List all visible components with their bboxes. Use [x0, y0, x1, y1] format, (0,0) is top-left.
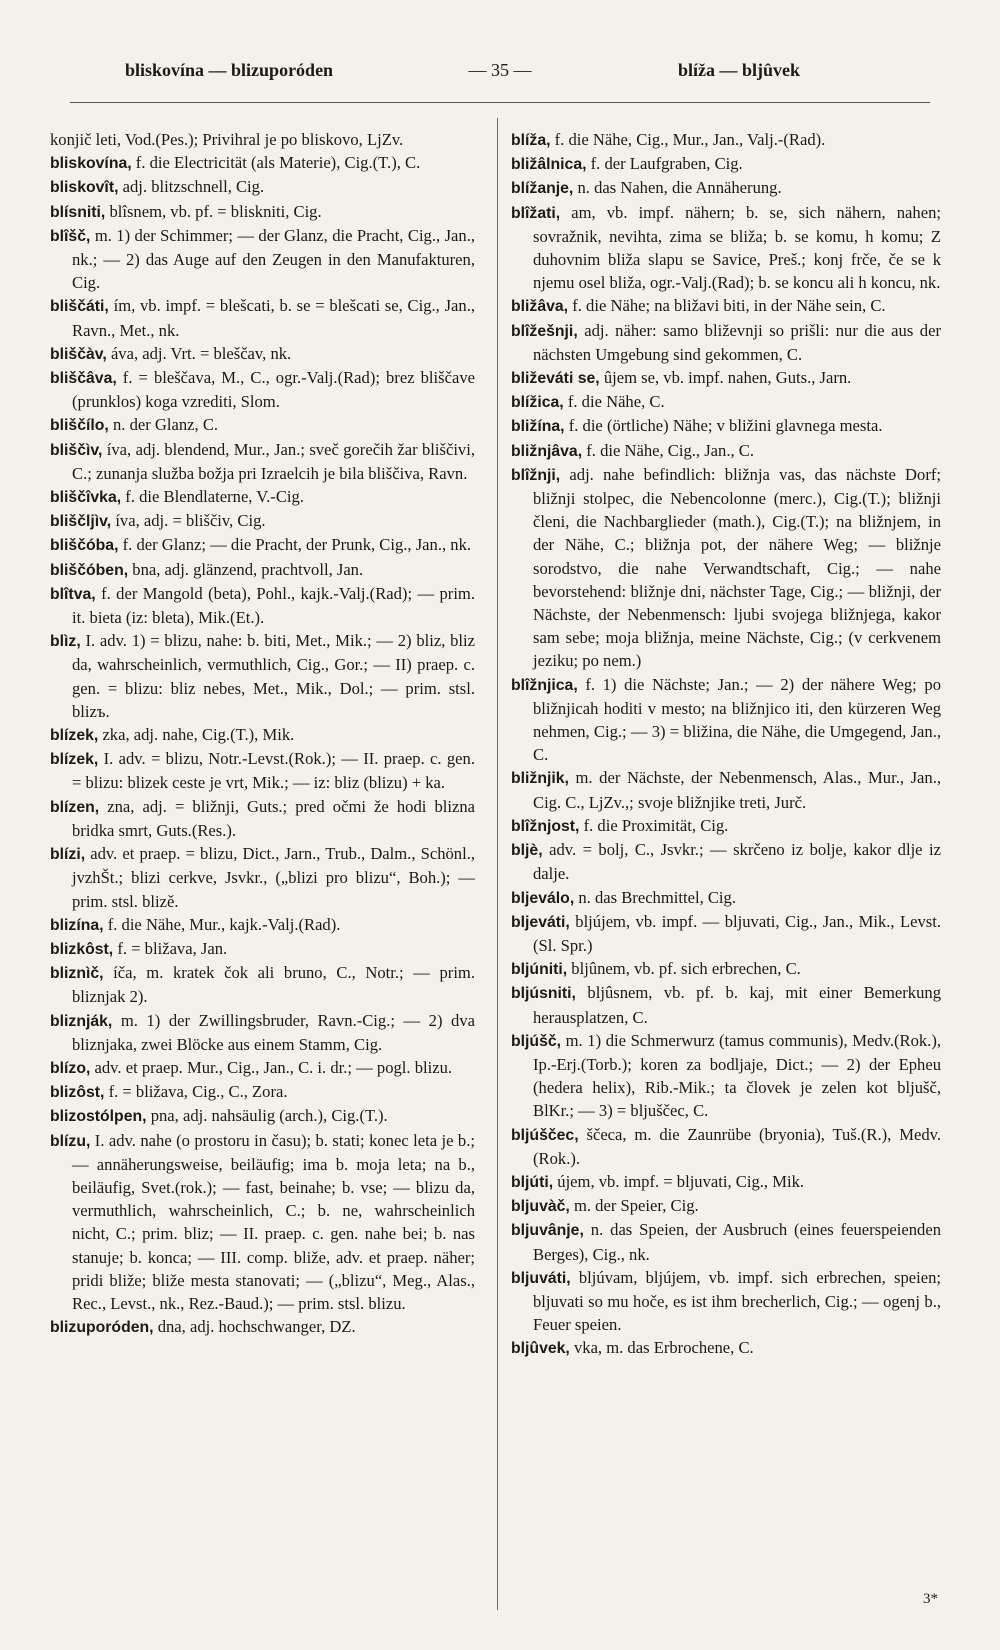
entry-definition: pna, adj. nahsäulig (arch.), Cig.(T.).	[146, 1106, 388, 1126]
entry-headword: blizôst,	[50, 1084, 105, 1102]
dictionary-entry	[511, 766, 941, 813]
entry-headword: bliskovína,	[50, 155, 132, 173]
dictionary-entry	[511, 673, 941, 767]
entry-definition: m. 1) der Schimmer; — der Glanz, die Pracht, Cig., Jan., nk.; — 2) das Auge auf den Zeugen in den Manufakturen, Cig.	[72, 225, 475, 293]
entry-definition: adv. = bolj, C., Jsvkr.; — skrčeno iz bolje, kakor dlje iz dalje.	[533, 840, 941, 884]
dictionary-entry	[50, 629, 475, 723]
dictionary-entry	[511, 390, 941, 414]
entry-definition: dna, adj. hochschwanger, DZ.	[153, 1317, 356, 1337]
entry-definition: f. die Nähe, C.	[563, 392, 665, 412]
entry-headword: bližína,	[511, 418, 565, 436]
right-column	[511, 128, 941, 1361]
entry-headword: blížica,	[511, 394, 564, 412]
entry-headword: bljúščec,	[511, 1126, 579, 1144]
entry-definition: újem, vb. impf. = bljuvati, Cig., Mik.	[553, 1171, 805, 1191]
entry-headword: blizkôst,	[50, 940, 114, 958]
dictionary-entry	[511, 838, 941, 885]
dictionary-entry	[50, 413, 475, 437]
running-head-right: blíža — bljûvek	[677, 60, 800, 80]
entry-headword: blîžati,	[511, 204, 561, 222]
dictionary-entry	[50, 366, 475, 413]
entry-definition: f. die Nähe, Cig., Jan., C.	[582, 440, 755, 460]
entry-headword: blízen,	[50, 798, 100, 816]
entry-definition: f. die Nähe, Cig., Mur., Jan., Valj.-(Rad).	[550, 130, 826, 149]
entry-headword: bljuvàč,	[511, 1198, 570, 1216]
entry-headword: bliščàv,	[50, 345, 107, 363]
entry-headword: bljuváti,	[511, 1269, 571, 1287]
entry-definition: vka, m. das Erbrochene, C.	[569, 1338, 754, 1358]
dictionary-entry	[511, 1170, 941, 1194]
dictionary-entry	[511, 814, 941, 838]
dictionary-entry	[50, 224, 475, 295]
entry-definition: m. 1) der Zwillingsbruder, Ravn.-Cig.; — 2) dva bliznjaka, zwei Blöcke aus einem Stamm, Cig.	[72, 1010, 475, 1054]
dictionary-entry	[511, 463, 941, 673]
entry-definition: zna, adj. = bližnji, Guts.; pred očmi že hodi blizna bridka smrt, Guts.(Res.).	[72, 796, 475, 840]
dictionary-entry	[511, 414, 941, 438]
entry-headword: bljuvânje,	[511, 1222, 584, 1240]
entry-headword: bljúniti,	[511, 961, 568, 979]
dictionary-entry	[50, 795, 475, 842]
entry-headword: blîšč,	[50, 227, 91, 245]
entry-headword: bližnjâva,	[511, 442, 583, 460]
entry-definition: adj. blitzschnell, Cig.	[118, 177, 265, 197]
entry-definition: m. der Nächste, der Nebenmensch, Alas., Mur., Jan., Cig. C., LjZv.,; svoje bližnjike treti, Jurč.	[533, 768, 941, 812]
entry-headword: bliščljìv,	[50, 513, 112, 531]
entry-headword: bližâlnica,	[511, 156, 587, 174]
dictionary-entry	[511, 910, 941, 957]
entry-headword: bljeválo,	[511, 889, 575, 907]
dictionary-entry	[50, 1315, 475, 1339]
entry-headword: bliščîvka,	[50, 489, 122, 507]
entry-headword: bliskovît,	[50, 179, 119, 197]
column-divider	[497, 118, 498, 1610]
dictionary-entry	[50, 342, 475, 366]
entry-definition: bljûsnem, vb. pf. b. kaj, mit einer Bemerkung herausplatzen, C.	[533, 983, 941, 1027]
entry-definition: bna, adj. glänzend, prachtvoll, Jan.	[128, 559, 364, 579]
dictionary-entry	[50, 438, 475, 485]
dictionary-entry	[50, 200, 475, 224]
dictionary-entry	[50, 1104, 475, 1128]
entry-definition: f. = bleščava, M., C., ogr.-Valj.(Rad); brez bliščave (prunklos) koga vzrediti, Slom.	[72, 368, 475, 412]
dictionary-entry	[50, 533, 475, 557]
entry-headword: blîtva,	[50, 585, 96, 603]
dictionary-entry	[511, 1123, 941, 1170]
entry-headword: blízu,	[50, 1132, 91, 1150]
entry-headword: bližâva,	[511, 298, 569, 316]
dictionary-entry	[50, 485, 475, 509]
dictionary-entry	[511, 1266, 941, 1337]
entry-definition: f. = bližava, Jan.	[113, 938, 228, 958]
entry-headword: blízi,	[50, 846, 86, 864]
entry-definition: íča, m. kratek čok ali bruno, C., Notr.; — prim. bliznjak 2).	[72, 963, 475, 1007]
entry-definition: áva, adj. Vrt. = bleščav, nk.	[106, 343, 292, 363]
entry-headword: bliščóba,	[50, 537, 119, 555]
entry-definition: f. die Nähe, Mur., kajk.-Valj.(Rad).	[103, 914, 341, 934]
page-number: — 35 —	[468, 60, 532, 80]
dictionary-entry	[511, 152, 941, 176]
entry-definition: íva, adj. = bliščiv, Cig.	[111, 511, 266, 531]
entry-headword: blizostólpen,	[50, 1108, 147, 1126]
entry-headword: bljûvek,	[511, 1340, 570, 1358]
entry-headword: blîžnjost,	[511, 817, 580, 835]
entry-definition: m. 1) die Schmerwurz (tamus communis), Medv.(Rok.), Ip.-Erj.(Torb.); koren za bodljaje, Dict.; — 2) der Epheu (hedera helix), Rib.-Mik.; ta človek je zelen kot bljušč, BlKr.; — 3) = bljuščec, C.	[533, 1030, 941, 1121]
dictionary-entry	[50, 175, 475, 199]
dictionary-entry	[50, 151, 475, 175]
dictionary-entry	[50, 723, 475, 747]
entry-headword: bljúti,	[511, 1173, 554, 1191]
entry-definition: f. die Nähe; na bližavi biti, in der Nähe sein, C.	[568, 296, 886, 316]
entry-definition: f. = bližava, Cig., C., Zora.	[104, 1082, 288, 1102]
entry-headword: bliščóben,	[50, 561, 129, 579]
dictionary-entry	[511, 1336, 941, 1360]
dictionary-entry	[50, 558, 475, 582]
entry-definition: I. adv. nahe (o prostoru in času); b. stati; konec leta je b.; — annäherungsweise, beiläufig; ima b. moja leta; na b., beiläufig, Svet.(rok.); — fast, beinahe; b. vse; — blizu da, vermuthlich, wahrscheinlich, C.; b. ne, wahrscheinlich nicht, C.; prim. bliz; — II. praep. c. gen. nahe bei; b. nas stanuje; b. konca; — III. comp. bliže, adv. et praep. näher; pridi bliže; bliže mesta stanovati; — („blizu“, Meg., Alas., Rec., Levst., nk., Rez.-Baud.); — prim. stsl. blizu.	[72, 1130, 475, 1313]
entry-headword: blîžešnji,	[511, 322, 578, 340]
dictionary-entry	[50, 913, 475, 937]
dictionary-entry	[511, 886, 941, 910]
dictionary-entry	[511, 176, 941, 200]
entry-headword: blîžnjica,	[511, 676, 578, 694]
entry-definition: ûjem se, vb. impf. nahen, Guts., Jarn.	[599, 368, 852, 388]
dictionary-entry	[50, 842, 475, 913]
entry-definition: bljûnem, vb. pf. sich erbrechen, C.	[567, 959, 801, 979]
entry-definition: n. das Brechmittel, Cig.	[574, 887, 736, 907]
entry-headword: bljúsniti,	[511, 985, 576, 1003]
dictionary-entry	[50, 1080, 475, 1104]
entry-headword: bliščâva,	[50, 370, 117, 388]
entry-headword: blízo,	[50, 1059, 91, 1077]
entry-definition: zka, adj. nahe, Cig.(T.), Mik.	[98, 725, 295, 745]
entry-definition: adv. et praep. = blizu, Dict., Jarn., Trub., Dalm., Schönl., jvzhŠt.; blizi cerkve, Jsvkr., („blizi pro blizu“, Boh.); — prim. stsl. blizě.	[72, 844, 475, 911]
entry-headword: bliznják,	[50, 1012, 113, 1030]
dictionary-entry	[50, 1009, 475, 1056]
dictionary-entry	[511, 319, 941, 366]
entry-headword: bliževáti se,	[511, 370, 600, 388]
dictionary-entry	[511, 981, 941, 1028]
entry-definition: am, vb. impf. nähern; b. se, sich nähern, nahen; sovražnik, nevihta, zima se bliža; b. se komu, h komu; Z duhovnim bliža slapu se Savice, Preš.; konj frče, če se k njemu osel bliža, ogr.-Valj.(Rad); b. se koncu ali h koncu, nk.	[533, 202, 941, 293]
entry-definition: ščeca, m. die Zaunrübe (bryonia), Tuš.(R.), Medv.(Rok.).	[533, 1124, 941, 1168]
entry-definition: f. der Glanz; — die Pracht, der Prunk, Cig., Jan., nk.	[118, 535, 472, 555]
dictionary-entry	[511, 957, 941, 981]
dictionary-entry	[511, 1029, 941, 1123]
header-rule	[70, 102, 930, 103]
entry-headword: blizína,	[50, 916, 104, 934]
dictionary-entry	[511, 128, 941, 152]
entry-headword: blîžnji,	[511, 466, 561, 484]
entry-definition: konjič leti, Vod.(Pes.); Privihral je po bliskovo, LjZv.	[50, 130, 404, 149]
entry-definition: f. der Laufgraben, Cig.	[586, 154, 743, 174]
entry-definition: n. das Speien, der Ausbruch (eines feuerspeienden Berges), Cig., nk.	[533, 1220, 941, 1264]
entry-definition: íva, adj. blendend, Mur., Jan.; sveč gorečih žar bliščivi, C.; zunanja služba božja pri Izraelcih je bila bliščiva, Ravn.	[72, 439, 475, 483]
entry-definition: I. adv. = blizu, Notr.-Levst.(Rok.); — II. praep. c. gen. = blizu: blizek ceste je vrt, Mik.; — iz: bliz (blizu) + ka.	[72, 749, 475, 793]
entry-definition: f. der Mangold (beta), Pohl., kajk.-Valj.(Rad); — prim. it. bieta (iz: bleta), Mik.(Et.).	[72, 583, 475, 628]
entry-headword: blísniti,	[50, 203, 106, 221]
entry-headword: bliščìv,	[50, 441, 103, 459]
dictionary-entry	[511, 294, 941, 318]
entry-headword: bljúšč,	[511, 1032, 562, 1050]
dictionary-entry	[50, 509, 475, 533]
entry-definition: adv. et praep. Mur., Cig., Jan., C. i. dr.; — pogl. blizu.	[90, 1057, 453, 1077]
dictionary-entry	[511, 201, 941, 295]
dictionary-entry	[511, 1218, 941, 1265]
dictionary-entry	[50, 128, 475, 151]
dictionary-entry	[511, 366, 941, 390]
entry-definition: ím, vb. impf. = blešcati, b. se = blešcati se, Cig., Jan., Ravn., Met., nk.	[72, 296, 475, 340]
entry-definition: I. adv. 1) = blizu, nahe: b. biti, Met., Mik.; — 2) bliz, bliz da, wahrscheinlich, vermuthlich, Cig., Gor.; — II) praep. c. gen. = blizu: bliz nebes, Met., Mik., Dol.; — prim. stsl. blizъ.	[72, 631, 475, 721]
entry-headword: bližnjik,	[511, 770, 569, 788]
entry-headword: blizuporóden,	[50, 1319, 154, 1337]
entry-definition: bljújem, vb. impf. — bljuvati, Cig., Jan., Mik., Levst.(Sl. Spr.)	[533, 911, 941, 955]
running-head	[70, 60, 930, 88]
dictionary-entry	[511, 1194, 941, 1218]
entry-definition: blîsnem, vb. pf. = bliskniti, Cig.	[105, 201, 322, 221]
entry-definition: f. die (örtliche) Nähe; v bližini glavnega mesta.	[564, 416, 883, 436]
left-column	[50, 128, 475, 1339]
entry-definition: f. die Electricität (als Materie), Cig.(T.), C.	[131, 153, 421, 173]
entry-definition: f. die Proximität, Cig.	[579, 815, 729, 835]
entry-headword: blíža,	[511, 132, 551, 149]
entry-definition: adj. näher: samo bliževnji so prišli: nur die aus der nächsten Umgebung sind gekommen, C.	[533, 320, 941, 364]
entry-headword: bliznìč,	[50, 965, 104, 983]
entry-headword: blízek,	[50, 751, 99, 769]
entry-definition: adj. nahe befindlich: bližnja vas, das nächste Dorf; bližnji stolpec, die Nebencolonne (merc.), Cig.(T.); bližnji členi, die Nachbarglieder (math.), Cig.(T.); na bližnjem, in der Nähe, C.; bližnja pot, der nähere Weg; — bližnje sorodstvo, die nahe Verwandtschaft, Cig.; — nahe bevorstehend: bližnje dni, nächster Tage, Cig.; — bližnji, der Nächste, der Nebenmensch: ljubi svojega bližnjega, kakor sam sebe; moja bližnja, meine Nächste, Cig.; (v cerkvenem jeziku; po nem.)	[533, 464, 941, 671]
entry-headword: bljeváti,	[511, 913, 570, 931]
entry-headword: bljè,	[511, 842, 543, 860]
dictionary-entry	[50, 937, 475, 961]
dictionary-entry	[50, 961, 475, 1008]
entry-definition: f. 1) die Nächste; Jan.; — 2) der nähere Weg; po bližnjicah hoditi v mesto; na bližnjico iti, den kürzeren Weg nehmen, Cig.; — 3) = bližina, die Nähe, die Umgegend, Jan., C.	[533, 674, 941, 765]
dictionary-entry	[50, 1129, 475, 1316]
entry-definition: f. die Blendlaterne, V.-Cig.	[121, 487, 304, 507]
entry-headword: bliščílo,	[50, 417, 109, 435]
dictionary-entry	[511, 439, 941, 463]
entry-definition: n. das Nahen, die Annäherung.	[573, 178, 782, 198]
dictionary-entry	[50, 294, 475, 341]
dictionary-entry	[50, 1056, 475, 1080]
entry-headword: blìz,	[50, 633, 81, 651]
entry-headword: bliščáti,	[50, 298, 109, 316]
running-head-left: bliskovína — blizuporóden	[125, 60, 334, 80]
dictionary-entry	[50, 747, 475, 794]
entry-headword: blížanje,	[511, 180, 574, 198]
signature-mark: 3*	[923, 1591, 938, 1607]
entry-definition: n. der Glanz, C.	[108, 415, 219, 435]
dictionary-entry	[50, 582, 475, 629]
entry-definition: m. der Speier, Cig.	[569, 1196, 699, 1216]
entry-definition: bljúvam, bljújem, vb. impf. sich erbrechen, speien; bljuvati so mu hoče, es ist ihm brecherlich, Cig.; — ogenj b., Feuer speien.	[533, 1267, 941, 1335]
entry-headword: blízek,	[50, 727, 99, 745]
